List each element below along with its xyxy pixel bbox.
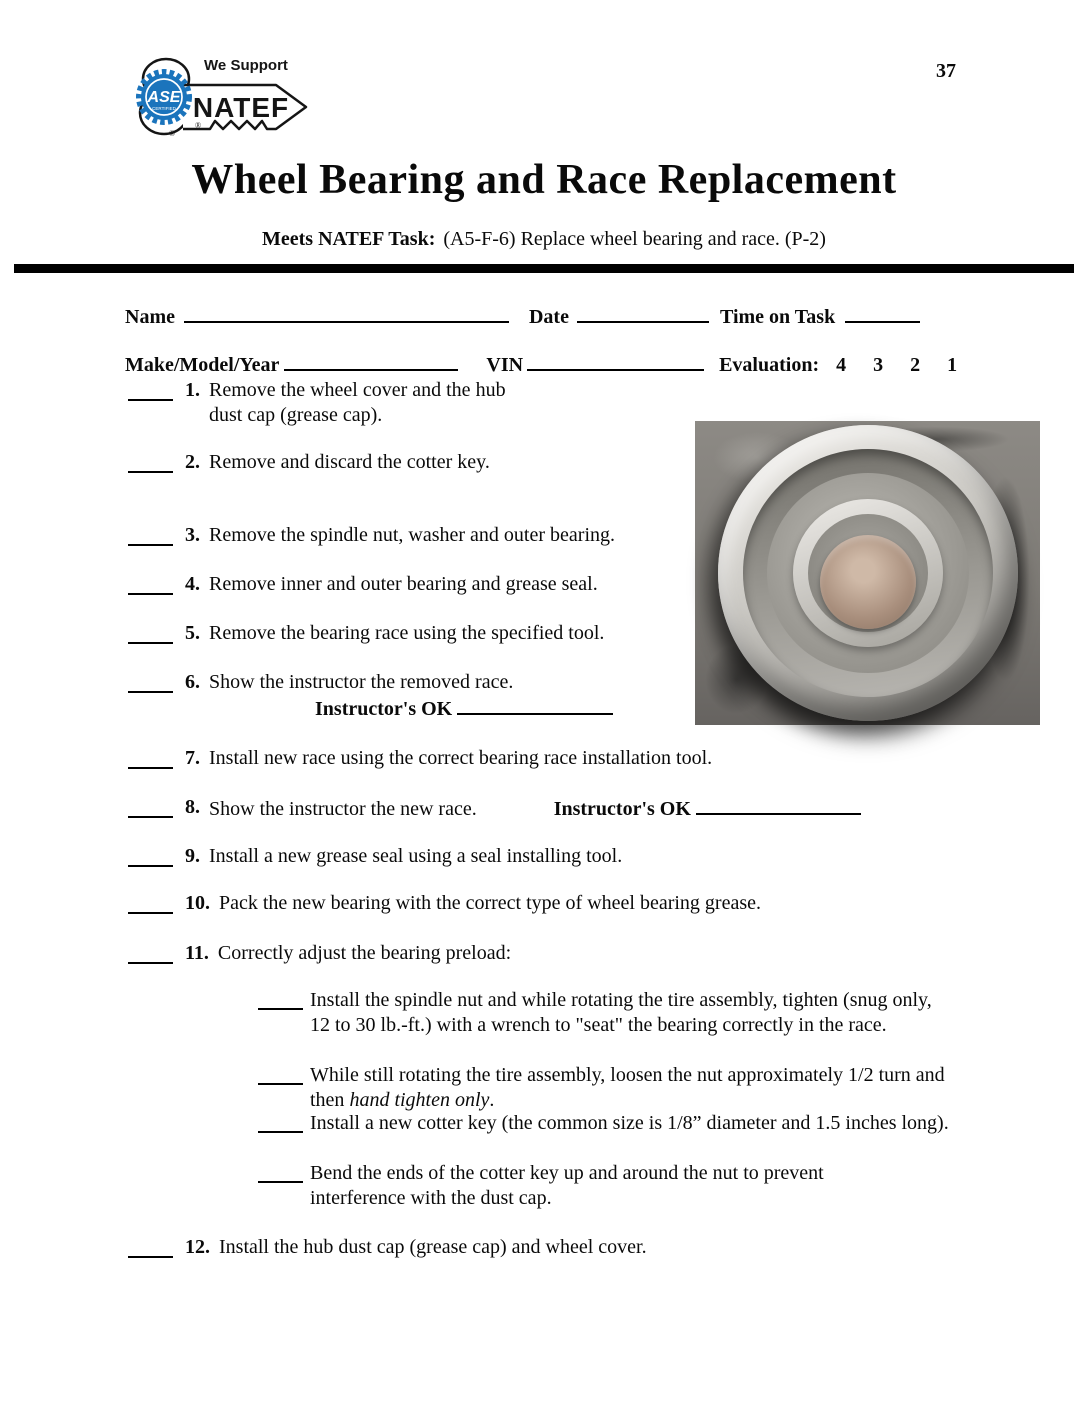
task-number: 10. (185, 892, 210, 914)
subtask-text-italic: hand tighten only (349, 1089, 490, 1111)
task-blank-line (128, 450, 173, 473)
task-number: 9. (185, 845, 200, 867)
subtask-text: Bend the ends of the cotter key up and around the nut to prevent interference with the dust cap. (310, 1162, 824, 1209)
task-number: 3. (185, 524, 200, 546)
task-number: 1. (185, 379, 200, 401)
task-blank-line (128, 621, 173, 644)
subtask-blank-line (258, 1063, 303, 1085)
subtask-text: . (489, 1089, 495, 1111)
bearing-race-inner-wall (743, 449, 993, 697)
task-text: Remove inner and outer bearing and grease seal. (209, 573, 598, 595)
instructor-ok-line (209, 695, 613, 722)
subtask-blank-line (258, 1161, 303, 1183)
subtask-text: While still rotating the tire assembly, loosen the nut approximately 1/2 turn and then (310, 1064, 945, 1111)
page-title: Wheel Bearing and Race Replacement (191, 157, 897, 203)
task-item-6 (128, 670, 613, 722)
registered-mark: ® (169, 129, 176, 138)
natef-logo (133, 54, 311, 144)
wheel-hub-bearing-race-photo (695, 421, 1040, 725)
hub-bore-surface (767, 473, 969, 673)
task-text: Correctly adjust the bearing preload: (217, 942, 512, 964)
task-blank-line (128, 891, 173, 914)
task-number: 2. (185, 451, 200, 473)
evaluation-label: Evaluation: (719, 354, 820, 376)
make-model-year-blank-line (284, 351, 458, 371)
subtask-item-4 (310, 1161, 870, 1211)
task-text: Remove the wheel cover and the hub dust cap (grease cap). (209, 379, 506, 426)
time-on-task-blank-line (845, 303, 920, 323)
instructor-ok-blank-line (457, 695, 613, 715)
task-item-7 (128, 746, 712, 771)
task-item-11 (128, 941, 511, 966)
name-label: Name (125, 306, 175, 328)
task-number: 7. (185, 747, 200, 769)
task-text: Install a new grease seal using a seal installing tool. (209, 845, 623, 867)
subtask-item-1 (310, 988, 950, 1038)
task-number: 4. (185, 573, 200, 595)
ase-certified-text: CERTIFIED (152, 106, 176, 111)
bearing-race-outer-ring (718, 425, 1018, 721)
task-item-2 (128, 450, 490, 475)
time-on-task-label: Time on Task (719, 306, 836, 328)
task-text: Show the instructor the new race. (209, 798, 477, 820)
task-blank-line (128, 795, 173, 818)
we-support-text: We Support (204, 57, 288, 74)
task-number: 8. (185, 796, 200, 818)
task-item-5 (128, 621, 604, 646)
task-text: Show the instructor the removed race. (209, 671, 514, 693)
task-number: 5. (185, 622, 200, 644)
task-text: Pack the new bearing with the correct type of wheel bearing grease. (219, 892, 761, 914)
task-item-12 (128, 1235, 647, 1260)
date-label: Date (528, 306, 569, 328)
subtask-blank-line (258, 1111, 303, 1133)
task-item-9 (128, 844, 622, 869)
make-model-year-label: Make/Model/Year (125, 354, 280, 376)
task-blank-line (128, 746, 173, 769)
evaluation-score-2: 2 (910, 354, 921, 376)
subtask-text: Install the spindle nut and while rotating the tire assembly, tighten (snug only, 12 to 30 lb.-ft.) with a wrench to "seat" the bearing correctly in the race. (310, 989, 932, 1036)
meets-natef-task-line (0, 228, 1088, 251)
evaluation-score-3: 3 (873, 354, 884, 376)
task-blank-line (128, 670, 173, 693)
form-row-vehicle-evaluation (125, 351, 957, 378)
task-item-4 (128, 572, 598, 597)
instructor-ok-label: Instructor's OK (553, 798, 691, 820)
subtask-item-2 (310, 1063, 970, 1113)
inner-race-seat-ring (793, 499, 943, 647)
task-text: Remove the spindle nut, washer and outer bearing. (209, 524, 615, 546)
task-number: 12. (185, 1236, 210, 1258)
inner-bore-ring (808, 514, 928, 632)
vin-blank-line (527, 351, 704, 371)
key-logo-icon (133, 54, 311, 138)
task-item-8 (128, 795, 861, 822)
task-blank-line (128, 378, 173, 401)
task-text: Remove and discard the cotter key. (209, 451, 490, 473)
meets-task-text: (A5-F-6) Replace wheel bearing and race. (P-2) (443, 228, 826, 250)
task-blank-line (128, 1235, 173, 1258)
task-blank-line (128, 844, 173, 867)
task-blank-line (128, 523, 173, 546)
task-number: 11. (185, 942, 209, 964)
evaluation-score-1: 1 (947, 354, 958, 376)
task-blank-line (128, 572, 173, 595)
task-number: 6. (185, 671, 200, 693)
natef-text: NATEF (192, 92, 290, 123)
instructor-ok-blank-line (696, 795, 861, 815)
instructor-ok-label: Instructor's OK (315, 698, 453, 720)
task-item-1 (128, 378, 539, 428)
registered-mark: ® (195, 121, 202, 130)
task-item-3 (128, 523, 615, 548)
date-blank-line (577, 303, 709, 323)
vin-label: VIN (486, 354, 524, 376)
spindle-hole (820, 535, 916, 629)
task-blank-line (128, 941, 173, 964)
ase-text: ASE (147, 89, 181, 106)
evaluation-score-4: 4 (836, 354, 847, 376)
name-blank-line (184, 303, 509, 323)
task-item-10 (128, 891, 761, 916)
task-text: Remove the bearing race using the specified tool. (209, 622, 605, 644)
subtask-text: Install a new cotter key (the common size is 1/8” diameter and 1.5 inches long). (310, 1112, 949, 1134)
subtask-item-3 (310, 1111, 950, 1136)
task-text: Install the hub dust cap (grease cap) and wheel cover. (219, 1236, 647, 1258)
divider-rule (14, 264, 1074, 273)
form-row-name-date-time (125, 303, 920, 330)
meets-task-label: Meets NATEF Task: (262, 228, 436, 250)
page-number: 37 (936, 60, 956, 82)
subtask-blank-line (258, 988, 303, 1010)
task-text: Install new race using the correct bearing race installation tool. (209, 747, 713, 769)
